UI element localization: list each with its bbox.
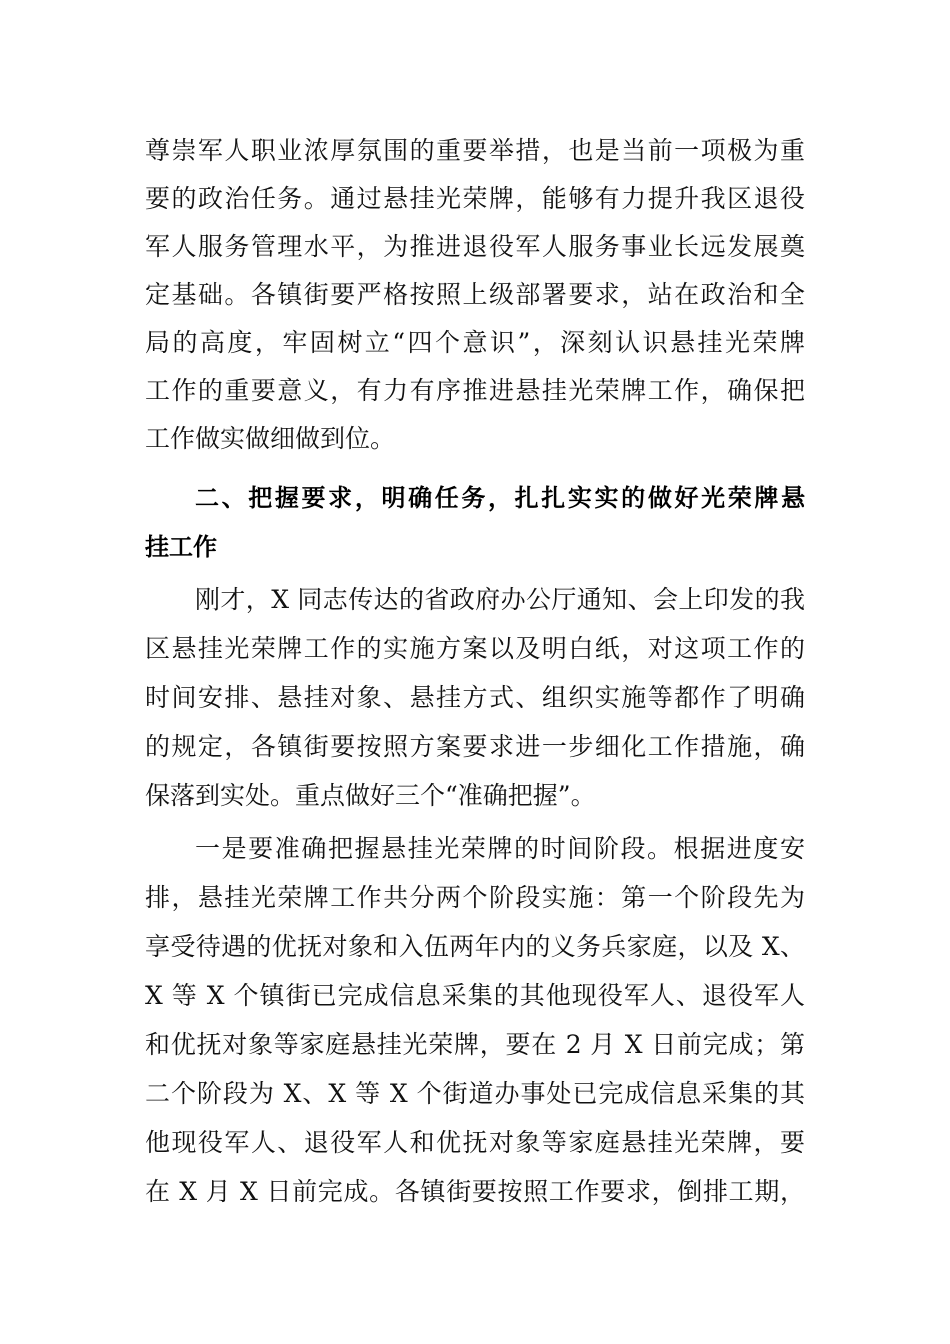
text-line: 工作的重要意义，有力有序推进悬挂光荣牌工作，确保把: [145, 376, 805, 405]
text-line: 刚才，X 同志传达的省政府办公厅通知、会上印发的我: [195, 585, 805, 614]
text-line: 工作做实做细做到位。: [145, 424, 396, 453]
heading-line: 挂工作: [145, 533, 217, 561]
heading-line: 二、把握要求，明确任务，扎扎实实的做好光荣牌悬: [195, 484, 805, 512]
text-line: 保落到实处。重点做好三个“准确把握”。: [145, 781, 596, 810]
text-line: 时间安排、悬挂对象、悬挂方式、组织实施等都作了明确: [145, 683, 805, 712]
text-line: 的规定，各镇街要按照方案要求进一步细化工作措施，确: [145, 732, 805, 761]
text-line: X 等 X 个镇街已完成信息采集的其他现役军人、退役军人: [145, 981, 805, 1010]
text-line: 定基础。各镇街要严格按照上级部署要求，站在政治和全: [145, 280, 805, 309]
text-line: 尊崇军人职业浓厚氛围的重要举措，也是当前一项极为重: [145, 136, 805, 165]
text-line: 排，悬挂光荣牌工作共分两个阶段实施：第一个阶段先为: [145, 883, 805, 912]
text-line: 他现役军人、退役军人和优抚对象等家庭悬挂光荣牌，要: [145, 1128, 805, 1157]
text-line: 享受待遇的优抚对象和入伍两年内的义务兵家庭，以及 X、: [145, 932, 805, 961]
text-line: 区悬挂光荣牌工作的实施方案以及明白纸，对这项工作的: [145, 634, 805, 663]
text-line: 和优抚对象等家庭悬挂光荣牌，要在 2 月 X 日前完成；第: [145, 1030, 805, 1059]
text-line: 二个阶段为 X、X 等 X 个街道办事处已完成信息采集的其: [145, 1079, 805, 1108]
text-line: 军人服务管理水平，为推进退役军人服务事业长远发展奠: [145, 232, 805, 261]
text-line: 一是要准确把握悬挂光荣牌的时间阶段。根据进度安: [195, 834, 805, 863]
text-line: 在 X 月 X 日前完成。各镇街要按照工作要求，倒排工期，: [145, 1177, 805, 1206]
text-line: 要的政治任务。通过悬挂光荣牌，能够有力提升我区退役: [145, 184, 805, 213]
text-line: 局的高度，牢固树立“四个意识”，深刻认识悬挂光荣牌: [145, 328, 805, 357]
